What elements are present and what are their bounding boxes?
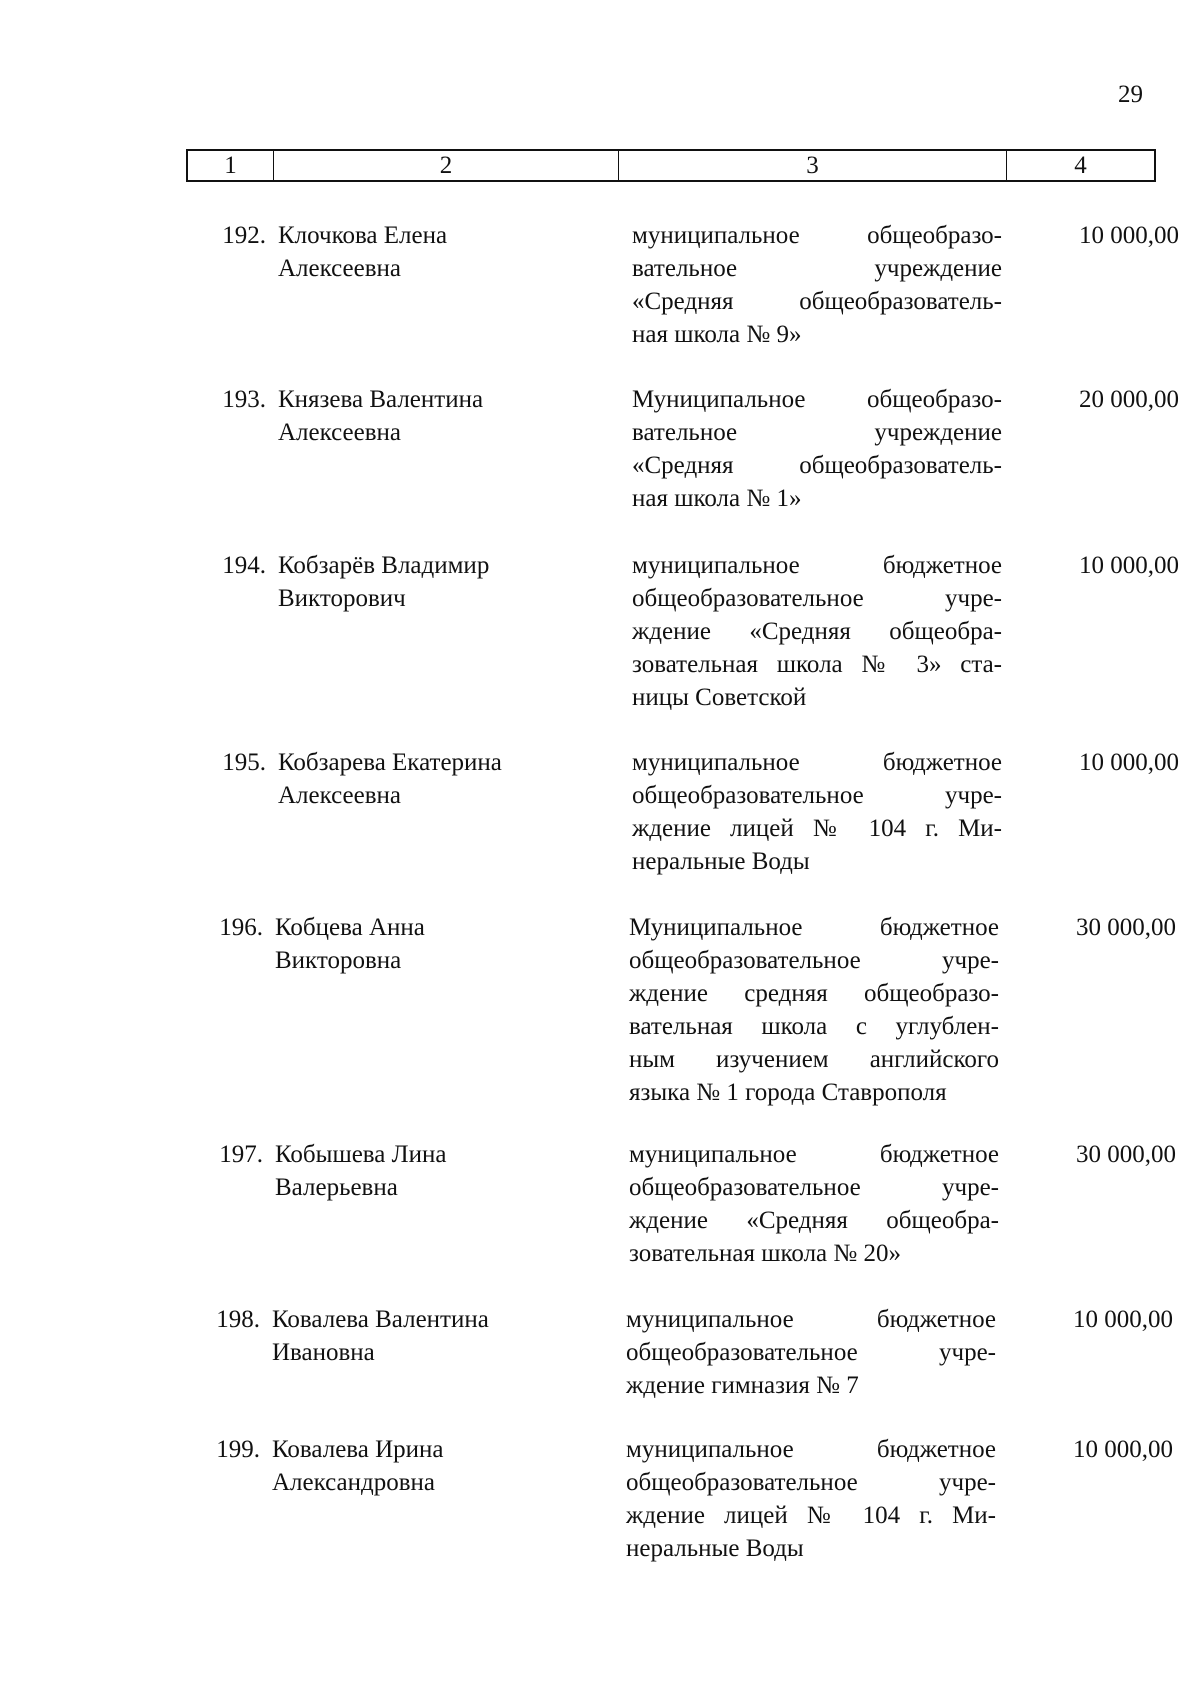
row-number: 192. [222, 222, 266, 249]
organization-name-line: общеобразовательное учре- [632, 782, 1002, 809]
organization-name [626, 1303, 996, 1402]
organization-name-line: муниципальное бюджетное [629, 1141, 999, 1168]
column-header-3: 3 [618, 151, 1006, 180]
organization-name-line: ная школа № 1» [632, 485, 802, 512]
row-number: 196. [219, 914, 263, 941]
organization-name-line: общеобразовательное учре- [629, 1174, 999, 1201]
recipient-name [278, 746, 568, 812]
column-header-4: 4 [1006, 151, 1154, 180]
organization-name-line: ждение средняя общеобразо- [629, 980, 999, 1007]
recipient-name-line: Ковалева Валентина [272, 1306, 489, 1333]
recipient-name-line: Александровна [272, 1469, 436, 1496]
organization-name-line: зовательная школа № 20» [629, 1240, 901, 1267]
recipient-name-line: Кобзарева Екатерина [278, 749, 502, 776]
amount: 10 000,00 [1073, 1436, 1173, 1463]
recipient-name [275, 911, 565, 977]
organization-name [626, 1433, 996, 1565]
organization-name [632, 383, 1002, 515]
organization-name-line: общеобразовательное учре- [629, 947, 999, 974]
organization-name-line: общеобразовательное учре- [632, 585, 1002, 612]
organization-name [629, 911, 999, 1109]
page-number: 29 [1118, 81, 1143, 108]
recipient-name-line: Ковалева Ирина [272, 1436, 444, 1463]
organization-name-line: ждение «Средняя общеобра- [629, 1207, 999, 1234]
organization-name-line: Муниципальное общеобразо- [632, 386, 1002, 413]
recipient-name-line: Алексеевна [278, 255, 402, 282]
recipient-name-line: Кобцева Анна [275, 914, 425, 941]
amount: 10 000,00 [1079, 749, 1179, 776]
organization-name-line: муниципальное бюджетное [632, 552, 1002, 579]
organization-name-line: муниципальное бюджетное [626, 1306, 996, 1333]
organization-name-line: вательная школа с углублен- [629, 1013, 999, 1040]
recipient-name-line: Клочкова Елена [278, 222, 448, 249]
recipient-name-line: Викторович [278, 585, 406, 612]
column-header-2: 2 [273, 151, 618, 180]
amount: 10 000,00 [1073, 1306, 1173, 1333]
organization-name-line: ная школа № 9» [632, 321, 802, 348]
organization-name-line: «Средняя общеобразователь- [632, 288, 1002, 315]
organization-name-line: ждение «Средняя общеобра- [632, 618, 1002, 645]
organization-name-line: Муниципальное бюджетное [629, 914, 999, 941]
recipient-name-line: Викторовна [275, 947, 402, 974]
amount: 10 000,00 [1079, 222, 1179, 249]
row-number: 199. [216, 1436, 260, 1463]
organization-name-line: ждение лицей № 104 г. Ми- [626, 1502, 996, 1529]
organization-name [632, 219, 1002, 351]
organization-name-line: неральные Воды [632, 848, 810, 875]
recipient-name-line: Валерьевна [275, 1174, 398, 1201]
organization-name-line: муниципальное бюджетное [632, 749, 1002, 776]
row-number: 197. [219, 1141, 263, 1168]
column-header-row [186, 149, 1156, 182]
organization-name-line: вательное учреждение [632, 419, 1002, 446]
organization-name [632, 549, 1002, 714]
row-number: 193. [222, 386, 266, 413]
recipient-name [278, 549, 568, 615]
organization-name-line: ждение гимназия № 7 [626, 1372, 859, 1399]
organization-name-line: муниципальное общеобразо- [632, 222, 1002, 249]
amount: 10 000,00 [1079, 552, 1179, 579]
amount: 30 000,00 [1076, 914, 1176, 941]
row-number: 198. [216, 1306, 260, 1333]
row-number: 194. [222, 552, 266, 579]
recipient-name [275, 1138, 565, 1204]
organization-name-line: вательное учреждение [632, 255, 1002, 282]
recipient-name [272, 1433, 562, 1499]
column-header-1: 1 [224, 152, 237, 179]
organization-name-line: общеобразовательное учре- [626, 1339, 996, 1366]
organization-name-line: языка № 1 города Ставрополя [629, 1079, 947, 1106]
recipient-name [278, 383, 568, 449]
organization-name [632, 746, 1002, 878]
organization-name [629, 1138, 999, 1270]
recipient-name-line: Князева Валентина [278, 386, 484, 413]
recipient-name-line: Кобышева Лина [275, 1141, 447, 1168]
organization-name-line: неральные Воды [626, 1535, 804, 1562]
recipient-name-line: Алексеевна [278, 782, 402, 809]
organization-name-line: ным изучением английского [629, 1046, 999, 1073]
row-number: 195. [222, 749, 266, 776]
organization-name-line: ницы Советской [632, 684, 807, 711]
amount: 30 000,00 [1076, 1141, 1176, 1168]
organization-name-line: «Средняя общеобразователь- [632, 452, 1002, 479]
organization-name-line: муниципальное бюджетное [626, 1436, 996, 1463]
recipient-name [272, 1303, 562, 1369]
amount: 20 000,00 [1079, 386, 1179, 413]
recipient-name-line: Алексеевна [278, 419, 402, 446]
organization-name-line: общеобразовательное учре- [626, 1469, 996, 1496]
organization-name-line: ждение лицей № 104 г. Ми- [632, 815, 1002, 842]
recipient-name-line: Ивановна [272, 1339, 375, 1366]
recipient-name [278, 219, 568, 285]
recipient-name-line: Кобзарёв Владимир [278, 552, 490, 579]
organization-name-line: зовательная школа № 3» ста- [632, 651, 1002, 678]
